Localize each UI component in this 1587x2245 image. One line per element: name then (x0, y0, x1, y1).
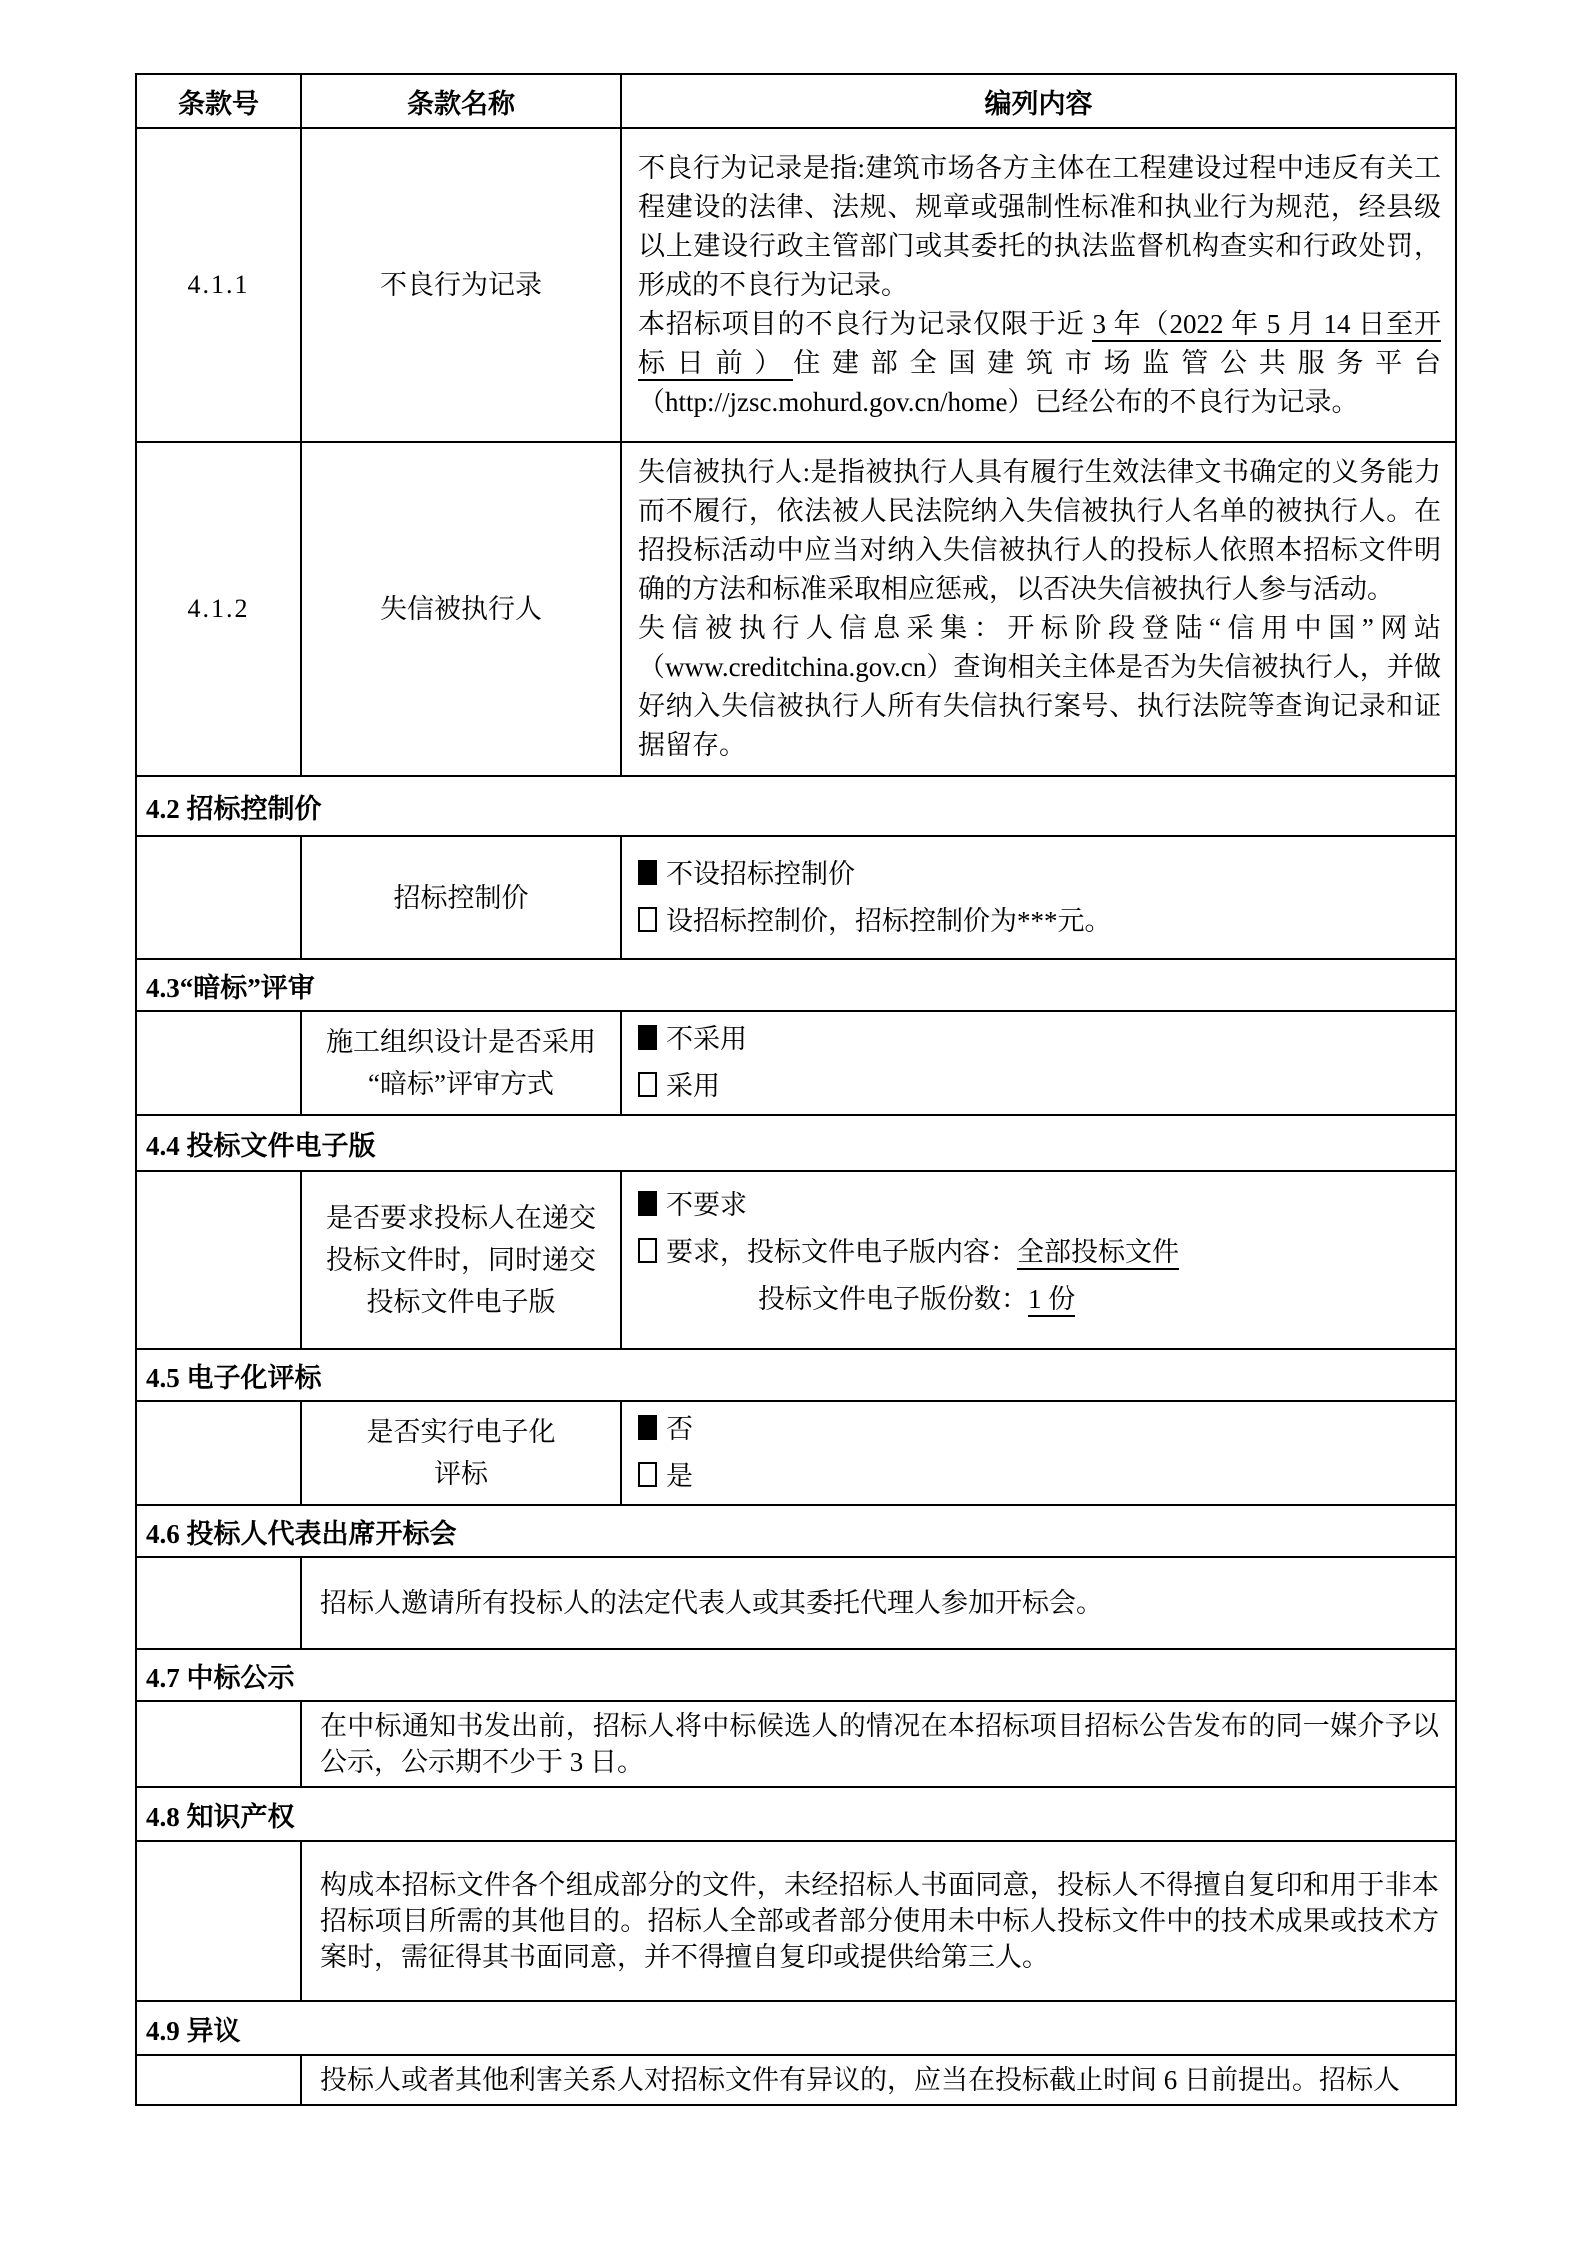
section-title: 4.7 中标公示 (136, 1649, 1456, 1701)
paragraph (638, 453, 1441, 609)
paragraph (638, 609, 1441, 765)
row-4-1-2 (136, 442, 1456, 776)
section-title: 4.5 电子化评标 (136, 1349, 1456, 1401)
option-line (638, 851, 1441, 898)
option-label: 要求，投标文件电子版内容： (666, 1237, 1017, 1267)
clause-content-cell (621, 1171, 1456, 1349)
checkbox-checked-icon (638, 1191, 657, 1216)
section-title: 4.3“暗标”评审 (136, 959, 1456, 1011)
header-clause-name: 条款名称 (301, 74, 621, 128)
section-band-4-8 (136, 1787, 1456, 1841)
clause-name-cell: 失信被执行人 (301, 442, 621, 776)
header-clause-number: 条款号 (136, 74, 301, 128)
checkbox-unchecked-icon (638, 1462, 657, 1487)
underlined-fill-in: 3 年（2022 年 5 月 14 日至开标日前） (638, 309, 1441, 381)
checkbox-unchecked-icon (638, 907, 657, 932)
option-line (638, 1406, 1441, 1453)
clause-number-cell-empty (136, 1011, 301, 1115)
clause-name-line: 施工组织设计是否采用 (326, 1027, 596, 1057)
option-line (638, 1182, 1441, 1229)
checkbox-unchecked-icon (638, 1238, 657, 1263)
section-title: 4.4 投标文件电子版 (136, 1115, 1456, 1171)
body-text: 不良行为记录是指:建筑市场各方主体在工程建设过程中违反有关工程建设的法律、法规、规章或强制性标准和执业行为规范，经县级以上建设行政主管部门或其委托的执法监督机构查实和行政处罚，形成的不良行为记录。 (638, 152, 1441, 300)
section-title: 4.9 异议 (136, 2001, 1456, 2055)
clause-content-cell (621, 836, 1456, 959)
row-4-6 (136, 1557, 1456, 1649)
paragraph (638, 149, 1441, 305)
checkbox-checked-icon (638, 1025, 657, 1050)
checkbox-unchecked-icon (638, 1072, 657, 1097)
section-band-4-3 (136, 959, 1456, 1011)
option-label: 否 (666, 1414, 693, 1444)
option-line (638, 1063, 1441, 1110)
row-4-2 (136, 836, 1456, 959)
body-text: 失信被执行人信息采集：开标阶段登陆“信用中国”网站（www.creditchina.gov.cn）查询相关主体是否为失信被执行人，并做好纳入失信被执行人所有失信执行案号、执行法院等查询记录和证据留存。 (638, 613, 1441, 760)
section-band-4-5 (136, 1349, 1456, 1401)
clause-number-cell: 4.1.1 (136, 128, 301, 442)
row-4-5 (136, 1401, 1456, 1505)
option-label: 设招标控制价，招标控制价为***元。 (666, 905, 1112, 936)
row-4-9 (136, 2055, 1456, 2105)
section-band-4-2 (136, 776, 1456, 836)
section-band-4-9 (136, 2001, 1456, 2055)
clause-content-cell (621, 1401, 1456, 1505)
clause-name-line: 投标文件电子版 (366, 1287, 556, 1317)
clause-content-cell (621, 128, 1456, 442)
clause-number-cell-empty (136, 1557, 301, 1649)
body-text: 失信被执行人:是指被执行人具有履行生效法律文书确定的义务能力而不履行，依法被人民法院纳入失信被执行人名单的被执行人。在招投标活动中应当对纳入失信被执行人的投标人依照本招标文件明确的方法和标准采取相应惩戒，以否决失信被执行人参与活动。 (638, 457, 1441, 604)
option-label: 不采用 (666, 1024, 747, 1054)
section-band-4-6 (136, 1505, 1456, 1557)
clause-name-cell: 招标控制价 (301, 836, 621, 959)
row-4-1-1 (136, 128, 1456, 442)
body-text: 招标人邀请所有投标人的法定代表人或其委托代理人参加开标会。 (320, 1588, 1103, 1618)
option-label: 投标文件电子版份数： (758, 1284, 1028, 1314)
option-line (638, 1229, 1441, 1276)
header-content: 编列内容 (621, 74, 1456, 128)
body-text: 本招标项目的不良行为记录仅限于近 (638, 308, 1093, 339)
clause-number-cell-empty (136, 1701, 301, 1787)
clause-number-cell-empty (136, 2055, 301, 2105)
option-line (638, 1276, 1441, 1323)
clause-number-cell-empty (136, 1401, 301, 1505)
body-text: 在中标通知书发出前，招标人将中标候选人的情况在本招标项目招标公告发布的同一媒介予以公示，公示期不少于 3 日。 (320, 1711, 1439, 1777)
table-header-row (136, 74, 1456, 128)
section-title: 4.8 知识产权 (136, 1787, 1456, 1841)
clause-table (135, 73, 1457, 2106)
clause-name-line: “暗标”评审方式 (368, 1069, 554, 1099)
clause-name-cell: 不良行为记录 (301, 128, 621, 442)
clause-content-cell (301, 2055, 1456, 2105)
clause-name-line: 是否要求投标人在递交 (326, 1203, 596, 1233)
underlined-fill-in: 全部投标文件 (1017, 1237, 1179, 1270)
row-4-8 (136, 1841, 1456, 2001)
clause-name-cell (301, 1171, 621, 1349)
section-title: 4.6 投标人代表出席开标会 (136, 1505, 1456, 1557)
clause-content-cell (621, 1011, 1456, 1115)
body-text: 构成本招标文件各个组成部分的文件，未经招标人书面同意，投标人不得擅自复印和用于非本招标项目所需的其他目的。招标人全部或者部分使用未中标人投标文件中的技术成果或技术方案时，需征得其书面同意，并不得擅自复印或提供给第三人。 (320, 1870, 1439, 1972)
row-4-7 (136, 1701, 1456, 1787)
clause-name-cell (301, 1401, 621, 1505)
clause-number-cell-empty (136, 836, 301, 959)
option-label: 是 (666, 1461, 693, 1491)
body-text: 投标人或者其他利害关系人对招标文件有异议的，应当在投标截止时间 6 日前提出。招标人 (320, 2065, 1400, 2095)
row-4-4 (136, 1171, 1456, 1349)
body-text: 住建部全国建筑市场监管公共服务平台（http://jzsc.mohurd.gov.cn/home）已经公布的不良行为记录。 (638, 347, 1442, 417)
clause-content-cell (621, 442, 1456, 776)
option-line (638, 1016, 1441, 1063)
row-4-3 (136, 1011, 1456, 1115)
clause-content-cell (301, 1557, 1456, 1649)
paragraph (638, 305, 1441, 422)
option-label: 不要求 (666, 1190, 747, 1220)
checkbox-checked-icon (638, 1415, 657, 1440)
clause-number-cell-empty (136, 1171, 301, 1349)
option-line (638, 1453, 1441, 1500)
clause-name-line: 投标文件时，同时递交 (326, 1245, 596, 1275)
clause-content-cell (301, 1701, 1456, 1787)
option-label: 不设招标控制价 (666, 858, 855, 889)
clause-content-cell (301, 1841, 1456, 2001)
clause-name-cell (301, 1011, 621, 1115)
section-band-4-4 (136, 1115, 1456, 1171)
clause-number-cell-empty (136, 1841, 301, 2001)
section-title: 4.2 招标控制价 (136, 776, 1456, 836)
checkbox-checked-icon (638, 860, 657, 885)
clause-number-cell: 4.1.2 (136, 442, 301, 776)
section-band-4-7 (136, 1649, 1456, 1701)
clause-name-line: 是否实行电子化 (366, 1417, 556, 1447)
option-line (638, 898, 1441, 945)
underlined-fill-in: 1 份 (1028, 1284, 1075, 1317)
option-label: 采用 (666, 1071, 720, 1101)
clause-name-line: 评标 (434, 1459, 488, 1489)
